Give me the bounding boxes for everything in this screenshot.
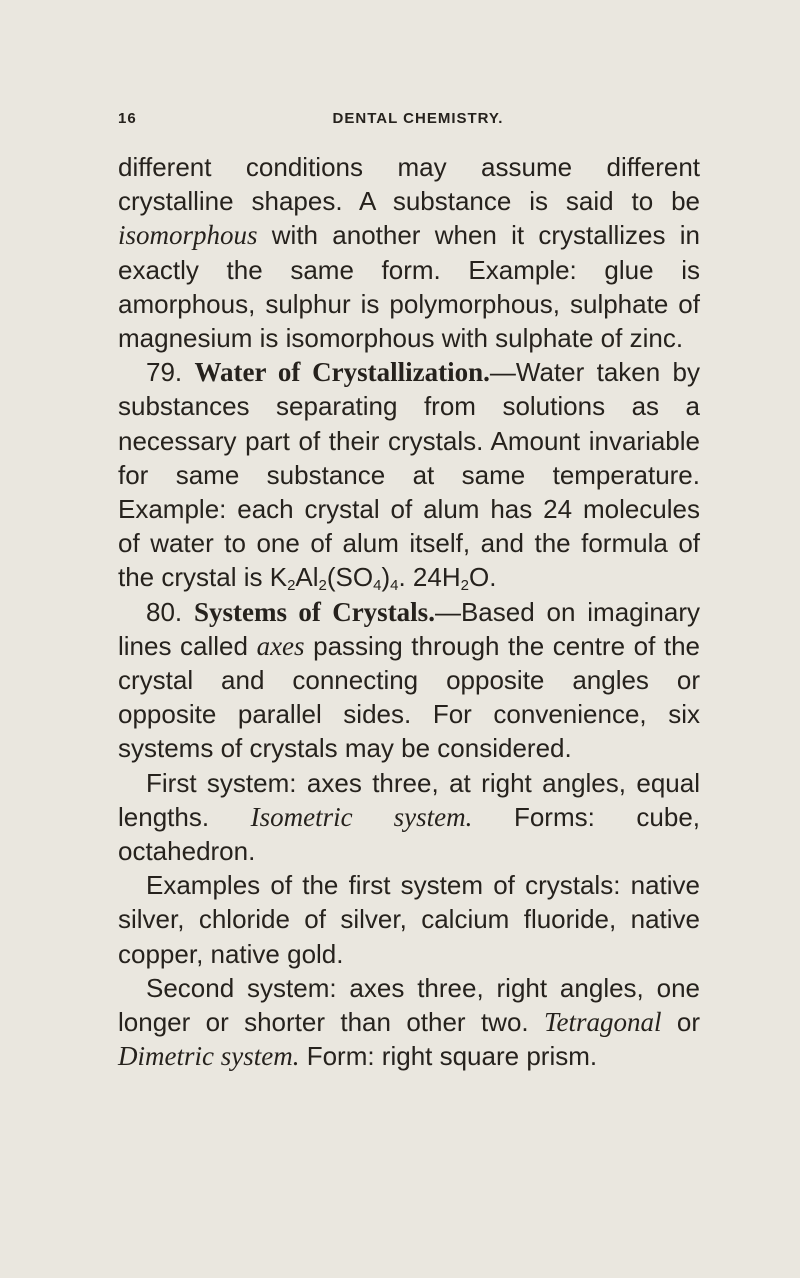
term-isometric: Isometric system. [250, 801, 473, 832]
paragraph-first-system: First system: axes three, at right angles, equal lengths. Isometric system. Forms: cube, octahedron. [118, 767, 701, 867]
section-number: 79. [146, 357, 195, 388]
section-number: 80. [146, 596, 194, 627]
term-tetragonal: Tetragonal [543, 1007, 662, 1038]
paragraph-second-system: Second system: axes three, right angles, one longer or shorter than other two. Tetragonal or Dimetric system. Form: right square prism. [118, 972, 701, 1072]
paragraph-79: 79. Water of Crystallization.—Water taken by substances separating from solutions as a necessary part of their crystals. Amount invariable for same substance at same temperature. Example: each crystal of alum has 24 molecules of water to one of alum itself, and the formula of the crystal is $K_2Al_2(SO_4)_4$. $24H_2O$. [118, 357, 701, 595]
body-text [118, 150, 700, 1073]
section-heading: Systems of Crystals. [193, 596, 435, 627]
page-header [118, 110, 718, 132]
paragraph-isomorphous: different conditions may assume different crystalline shapes. A substance is said to be isomorphous with another when it crystallizes in exactly the same form. Example: glue is amorphous, sulphur is polymorphous, sulphate of magnesium is isomorphous with sulphate of zinc. [118, 152, 700, 354]
section-heading: Water of Crystallization. [194, 357, 490, 388]
running-title: DENTAL CHEMISTRY. [332, 110, 504, 127]
term-dimetric: Dimetric system. [118, 1041, 300, 1072]
term-isomorphous: isomorphous [118, 220, 258, 251]
paragraph-80: 80. Systems of Crystals.—Based on imaginary lines called axes passing through the centre of the crystal and connecting opposite angles or opposite parallel sides. For convenience, six systems of crystals may be considered. [118, 596, 701, 764]
page-number: 16 [118, 110, 137, 127]
paragraph-examples: Examples of the first system of crystals: native silver, chloride of silver, calcium fluoride, native copper, native gold. [118, 870, 700, 969]
term-axes: axes [256, 630, 305, 661]
alum-formula: $K_2Al_2(SO_4)_4$. $24H_2O$. [269, 562, 497, 595]
